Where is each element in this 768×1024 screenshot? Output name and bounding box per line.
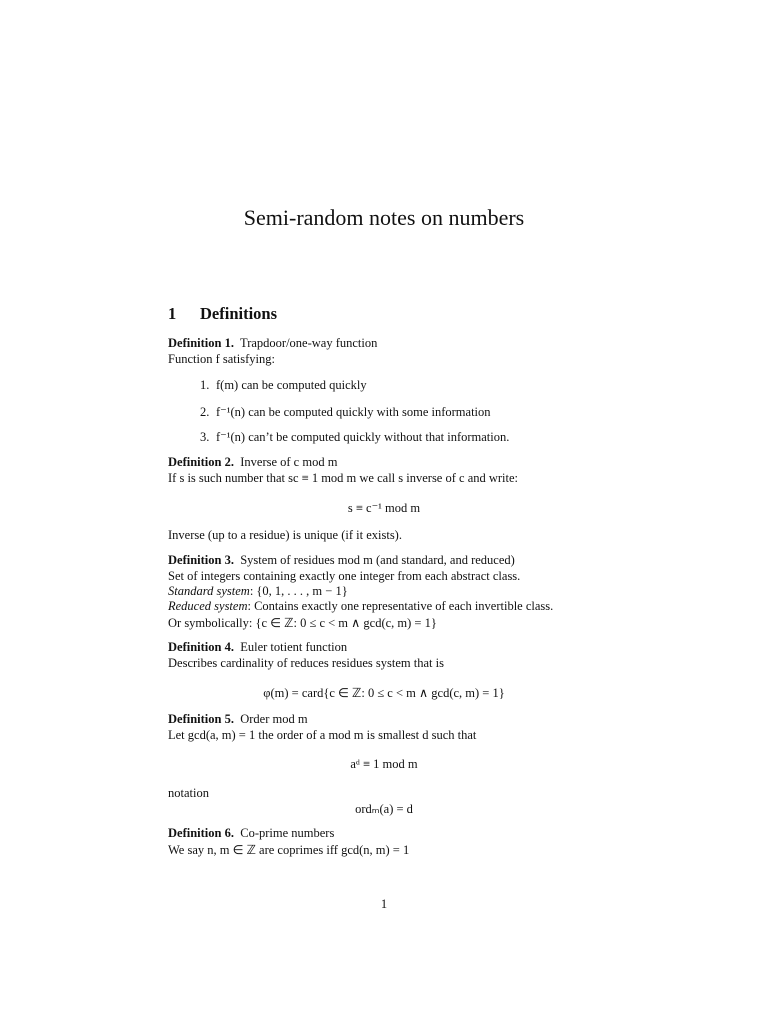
definition-6-line: We say n, m ∈ ℤ are coprimes iff gcd(n, m) = 1 xyxy=(168,843,410,857)
definition-label: Definition 6. xyxy=(168,826,234,840)
definition-name: Trapdoor/one-way function xyxy=(240,336,378,350)
definition-name: Co-prime numbers xyxy=(240,826,335,840)
page-number: 1 xyxy=(380,897,388,911)
document-title: Semi-random notes on numbers xyxy=(243,205,525,230)
definition-name: Order mod m xyxy=(240,712,308,726)
definition-name: System of residues mod m (and standard, and reduced) xyxy=(240,553,515,567)
definition-2-heading xyxy=(168,455,337,470)
definition-name: Inverse of c mod m xyxy=(240,455,338,469)
equation: s ≡ c⁻¹ mod m xyxy=(347,501,421,515)
definition-4-line: Describes cardinality of reduces residues system that is xyxy=(168,656,444,670)
definition-3-heading xyxy=(168,553,515,568)
definition-2-line: If s is such number that sc ≡ 1 mod m we call s inverse of c and write: xyxy=(168,471,519,485)
reduced-system-label: Reduced system xyxy=(168,599,248,613)
section-title: Definitions xyxy=(200,304,278,323)
equation: ordₘ(a) = d xyxy=(355,802,413,816)
definition-label: Definition 1. xyxy=(168,336,234,350)
definition-label: Definition 5. xyxy=(168,712,234,726)
definition-name: Euler totient function xyxy=(240,640,348,654)
definition-4-heading xyxy=(168,640,347,655)
definition-5-heading xyxy=(168,712,308,727)
definition-label: Definition 3. xyxy=(168,553,234,567)
section-heading xyxy=(168,304,277,324)
equation: aᵈ ≡ 1 mod m xyxy=(350,757,418,771)
definition-6-heading xyxy=(168,826,334,841)
equation: φ(m) = card{c ∈ ℤ: 0 ≤ c < m ∧ gcd(c, m) = 1} xyxy=(263,686,505,700)
definition-label: Definition 2. xyxy=(168,455,234,469)
list-item: 1. f(m) can be computed quickly xyxy=(200,378,367,392)
definition-5-line: Let gcd(a, m) = 1 the order of a mod m is smallest d such that xyxy=(168,728,477,742)
list-item: 3. f⁻¹(n) can’t be computed quickly without that information. xyxy=(200,430,510,444)
list-item: 2. f⁻¹(n) can be computed quickly with some information xyxy=(200,405,491,419)
symbolic-line: Or symbolically: {c ∈ ℤ: 0 ≤ c < m ∧ gcd(c, m) = 1} xyxy=(168,616,437,630)
definition-3-line: Set of integers containing exactly one integer from each abstract class. xyxy=(168,569,521,583)
notation-label: notation xyxy=(168,786,209,800)
definition-1-line: Function f satisfying: xyxy=(168,352,275,366)
section-number: 1 xyxy=(168,304,177,323)
definition-2-after: Inverse (up to a residue) is unique (if it exists). xyxy=(168,528,402,542)
definition-1-heading xyxy=(168,336,377,351)
definition-label: Definition 4. xyxy=(168,640,234,654)
standard-system-line: Standard system: {0, 1, . . . , m − 1} xyxy=(168,584,348,598)
standard-system-label: Standard system xyxy=(168,584,250,598)
reduced-system-line: Reduced system: Contains exactly one representative of each invertible class. xyxy=(168,599,554,613)
